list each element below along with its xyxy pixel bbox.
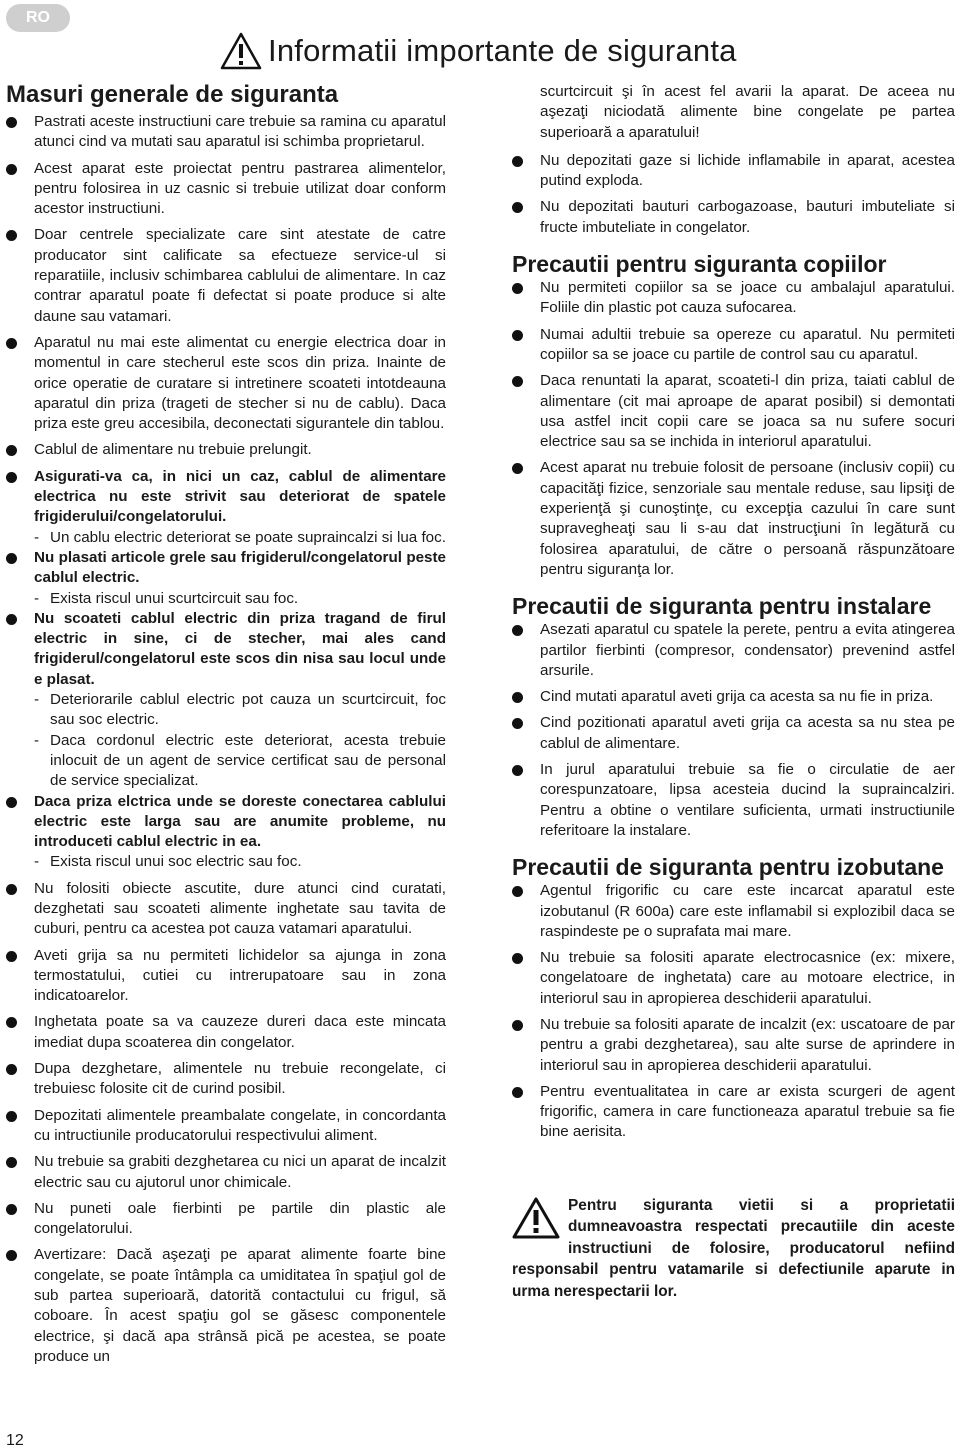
list-item: Acest aparat nu trebuie folosit de persoane (inclusiv copii) cu capacităţi fizice, senzoriale sau mentale reduse, sau lipsiţi de experienţă şi cunoştinţe, cu excepţia cazului în care sunt supravegheaţi sau li s-au dat instrucţiuni în legătură cu folosirea aparatului, de către o persoană răspunzătoare pentru siguranţa lor.: [512, 458, 955, 580]
sub-item: - Daca cordonul electric este deteriorat, acesta trebuie inlocuit de un agent de service certificat sau de personal de service specializat.: [34, 731, 446, 792]
list-item: [6, 792, 446, 873]
warning-text: Pentru siguranta vietii si a proprietatii dumneavoastra respectati precautiile din aceste instructiuni de folosire, producatorul nefiind responsabil pentru vatamarile si defectiunile aparute in urma nerespectarii lor.: [512, 1196, 955, 1300]
list-item: Pastrati aceste instructiuni care trebuie sa ramina cu aparatul atunci cind va mutati sau aparatul isi schimba proprietarul.: [6, 112, 446, 153]
list-item-text: Nu plasati articole grele sau frigiderul/congelatorul peste cablul electric.: [34, 548, 446, 587]
list-item: Nu depozitati gaze si lichide inflamabile in aparat, acestea putind exploda.: [512, 151, 955, 192]
sub-item: - Deteriorarile cablul electric pot cauza un scurtcircuit, foc sau soc electric.: [34, 690, 446, 731]
continued-paragraph: scurtcircuit şi în acest fel avarii la aparat. De aceea nu aşezaţi niciodată alimente bine congelate pe partea superioară a aparatului!: [540, 83, 955, 141]
general-safety-list: [6, 112, 446, 1367]
list-item: Asezati aparatul cu spatele la perete, pentru a evita atingerea partilor fierbinti (compresor, condensator) prevenind astfel arsurile.: [512, 620, 955, 681]
list-item: Nu puneti oale fierbinti pe partile din plastic ale congelatorului.: [6, 1199, 446, 1240]
list-item: Inghetata poate sa va cauzeze dureri daca este mincata imediat dupa scoaterea din congelator.: [6, 1012, 446, 1053]
page-title: Informatii importante de siguranta: [268, 33, 737, 68]
general-safety-heading: Masuri generale de siguranta: [6, 81, 339, 108]
list-item: Nu permiteti copiilor sa se joace cu ambalajul aparatului. Foliile din plastic pot cauza sufocarea.: [512, 278, 955, 319]
installation-safety-heading: Precautii de siguranta pentru instalare: [512, 593, 932, 620]
isobutane-safety-list: [512, 881, 955, 1143]
list-item: Aparatul nu mai este alimentat cu energie electrica doar in momentul in care stecherul este scos din priza. Inainte de orice operatie de curatare si intretinere scoateti intotdeauna aparatul din priza (trageti de stecher si nu de cablu). Daca priza este greu accesibila, deconectati sigurantele din tablou.: [6, 333, 446, 434]
list-item: Nu folositi obiecte ascutite, dure atunci cind curatati, dezghetati sau scoateti alimente inghetate sau tavita de cuburi, pentru ca acestea pot cauza vatamari aparatului.: [6, 879, 446, 940]
sub-item: - Un cablu electric deteriorat se poate supraincalzi si lua foc.: [34, 528, 446, 548]
list-item: In jurul aparatului trebuie sa fie o circulatie de aer corespunzatoare, lipsa acesteia ducind la supraincalziri. Pentru a obtine o ventilare suficienta, urmati instructiunile referitoare la instalare.: [512, 760, 955, 841]
list-item: Nu trebuie sa folositi aparate de incalzit (ex: uscatoare de par pentru a grabi dezghetarea), sau alte surse de aprindere in interiorul sau in apropierea deschiderii aparatului.: [512, 1015, 955, 1076]
right-column: [512, 82, 955, 1302]
responsibility-warning: [512, 1195, 955, 1303]
list-item: Cablul de alimentare nu trebuie prelungit.: [6, 440, 446, 460]
list-item: Nu trebuie sa folositi aparate electrocasnice (ex: mixere, congelatoare de inghetata) care au motoare electrice, in interiorul sau in apropierea deschiderii aparatului.: [512, 948, 955, 1009]
warning-triangle-icon: [220, 32, 262, 70]
list-item: Dupa dezghetare, alimentele nu trebuie recongelate, ci trebuiesc folosite cit de curind posibil.: [6, 1059, 446, 1100]
list-item: Cind mutati aparatul aveti grija ca acesta sa nu fie in priza.: [512, 687, 955, 707]
list-item: Cind pozitionati aparatul aveti grija ca acesta sa nu stea pe cablul de alimentare.: [512, 713, 955, 754]
list-item: Depozitati alimentele preambalate congelate, in concordanta cu intructiunile producatorului respectivului aliment.: [6, 1106, 446, 1147]
storage-list: [512, 151, 955, 238]
list-item: [6, 467, 446, 548]
list-item: [6, 548, 446, 609]
list-item-text: Asigurati-va ca, in nici un caz, cablul de alimentare electrica nu este strivit sau deteriorat de spatele frigiderului/congelatorului.: [34, 467, 446, 526]
list-item: Agentul frigorific cu care este incarcat aparatul este izobutanul (R 600a) care este inflamabil si explozibil daca se raspindeste pe o suprafata mai mare.: [512, 881, 955, 942]
list-item: Aveti grija sa nu permiteti lichidelor sa ajunga in zona termostatului, cutiei cu intrerupatoare sau in zona indicatoarelor.: [6, 946, 446, 1007]
language-badge: RO: [6, 4, 70, 32]
left-column: [6, 82, 446, 1373]
list-item: Nu trebuie sa grabiti dezghetarea cu nici un aparat de incalzit electric sau cu ajutorul unor chimicale.: [6, 1152, 446, 1193]
list-item-text: Nu scoateti cablul electric din priza tragand de firul electric in sine, ci de stecher, mai ales cand frigiderul/congelatorul este scos din nisa sau locul unde e plasat.: [34, 609, 446, 688]
sub-item: - Exista riscul unui scurtcircuit sau foc.: [34, 589, 446, 609]
children-safety-list: [512, 278, 955, 580]
list-item: [6, 609, 446, 792]
list-item: Daca renuntati la aparat, scoateti-l din priza, taiati cablul de alimentare (cit mai aproape de aparat posibil) si demontati usa astfel incit copii care se joaca sa nu sufere socuri electrice sau sa se inchida in interiorul aparatului.: [512, 371, 955, 452]
list-item: Nu depozitati bauturi carbogazoase, bauturi imbuteliate si fructe imbuteliate in congelator.: [512, 197, 955, 238]
isobutane-safety-heading: Precautii de siguranta pentru izobutane: [512, 854, 944, 881]
page-number: 12: [6, 1432, 24, 1449]
list-item: Avertizare: Dacă aşezaţi pe aparat alimente foarte bine congelate, se poate întâmpla ca umiditatea în spaţiul gol de sub partea superioară, datorită contactului cu frigul, să coboare. În acest spaţiu gol se găsesc componentele electrice, şi dacă apa strânsă pică pe acestea, se poate produce un: [6, 1245, 446, 1367]
page-header: [220, 28, 760, 74]
list-item-text: Daca priza elctrica unde se doreste conectarea cablului electric este larga sau are anumite probleme, nu introduceti cablul electric in ea.: [34, 792, 446, 851]
list-item: Doar centrele specializate care sint atestate de catre producator sint calificate sa efectueze service-ul si reparatiile, inclusiv schimbarea cablului de alimentare. In caz contrar aparatul poate fi defectat si poate produce si alte daune sau vatamari.: [6, 225, 446, 326]
installation-safety-list: [512, 620, 955, 841]
list-item: Pentru eventualitatea in care ar exista scurgeri de agent frigorific, camera in care functioneaza aparatul trebuie sa fie bine aerisita.: [512, 1082, 955, 1143]
sub-item: - Exista riscul unui soc electric sau foc.: [34, 852, 446, 872]
children-safety-heading: Precautii pentru siguranta copiilor: [512, 251, 887, 278]
list-item: Acest aparat este proiectat pentru pastrarea alimentelor, pentru folosirea in uz casnic si trebuie utilizat doar conform acestor instructiuni.: [6, 159, 446, 220]
list-item: Numai adultii trebuie sa opereze cu aparatul. Nu permiteti copiilor sa se joace cu partile de control sau cu aparatul.: [512, 325, 955, 366]
warning-triangle-icon: [512, 1197, 560, 1239]
